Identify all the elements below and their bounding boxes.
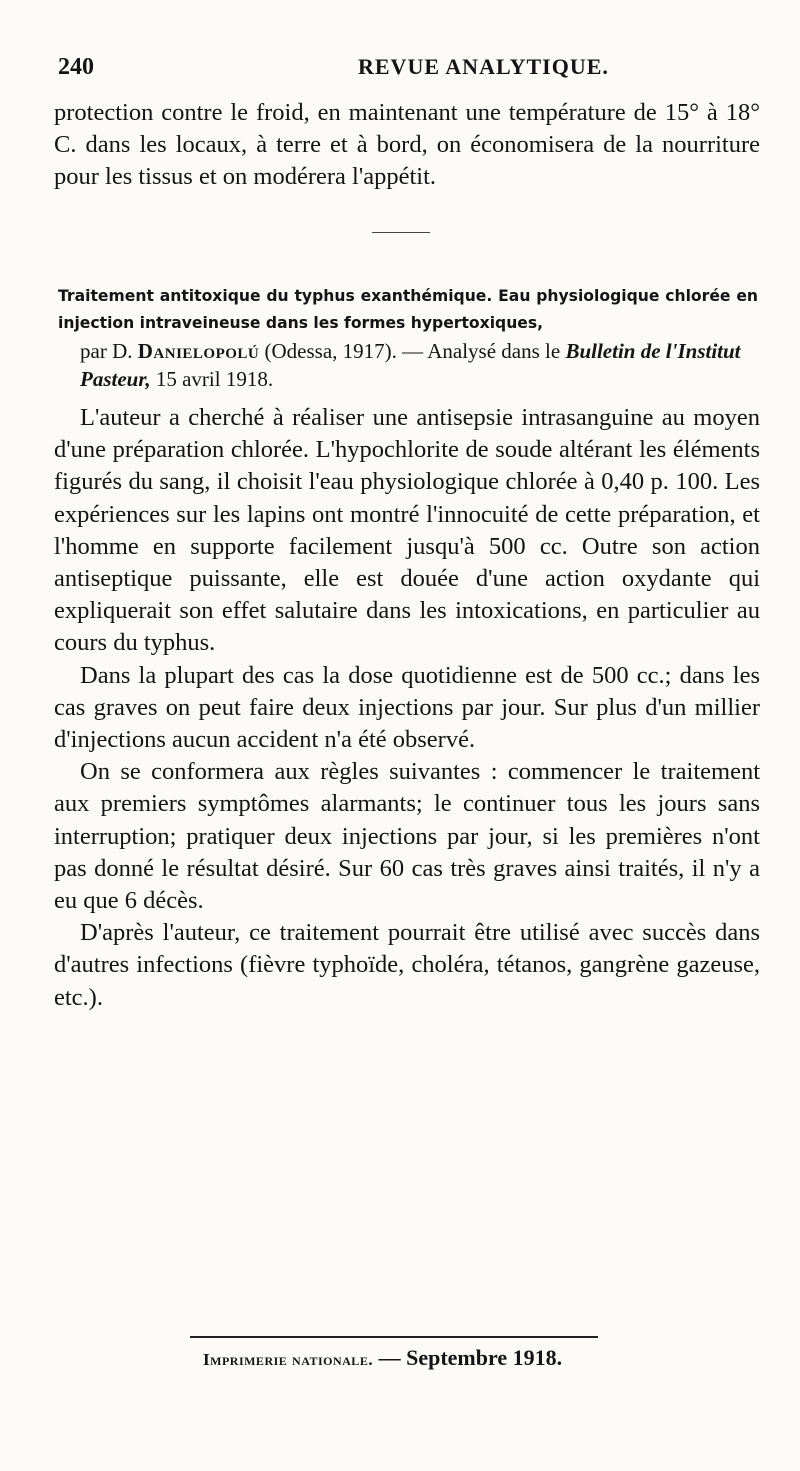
printer-name: Imprimerie nationale. (203, 1350, 374, 1369)
running-title: REVUE ANALYTIQUE. (358, 54, 609, 79)
intro-paragraph (54, 97, 760, 194)
page-number: 240 (58, 54, 94, 80)
page-header (58, 54, 758, 90)
journal-name: Bulletin de l'Institut Pasteur, (80, 339, 741, 391)
intro-text: protection contre le froid, en maintenant une température de 15° à 18° C. dans les locaux, à terre et à bord, on économisera de la nourriture pour les tissus et on modérera l'appétit. (54, 99, 760, 191)
footer-rule (190, 1336, 598, 1338)
article-body (54, 402, 760, 1014)
byline-middle: (Odessa, 1917). — Analysé dans le (264, 339, 561, 363)
article-title: Traitement antitoxique du typhus exanthémique. Eau physiologique chlorée en injection intraveineuse dans les formes hypertoxiques, (58, 287, 758, 332)
publication-date: 15 avril 1918. (155, 367, 274, 391)
byline-prefix: par D. (80, 339, 133, 363)
print-date: — Septembre 1918. (378, 1345, 563, 1370)
body-paragraph: On se conformera aux règles suivantes : commencer le traitement aux premiers symptômes alarmants; le continuer tous les jours sans interruption; pratiquer deux injections par jour, si les premières n'ont pas donné le résultat désiré. Sur 60 cas très graves ainsi traités, il n'y a eu que 6 décès. (54, 758, 760, 915)
author-name: Danielopolú (137, 339, 260, 363)
body-paragraph: D'après l'auteur, ce traitement pourrait être utilisé avec succès dans d'autres infections (fièvre typhoïde, choléra, tétanos, gangrène gazeuse, etc.). (54, 919, 760, 1011)
body-paragraph: Dans la plupart des cas la dose quotidienne est de 500 cc.; dans les cas graves on peut faire deux injections par jour. Sur plus d'un millier d'injections aucun accident n'a été observé. (54, 661, 760, 754)
article-heading (58, 283, 758, 337)
page-footer (203, 1345, 603, 1371)
body-paragraph: L'auteur a cherché à réaliser une antisepsie intrasanguine au moyen d'une préparation chlorée. L'hypochlorite de soude altérant les éléments figurés du sang, il choisit l'eau physiologique chlorée à 0,40 p. 100. Les expériences sur les lapins ont montré l'innocuité de cette préparation, et l'homme en supporte facilement jusqu'à 500 cc. Outre son action antiseptique puissante, elle est douée d'une action oxydante qui expliquerait son effet salutaire dans les intoxications, en particulier au cours du typhus. (54, 404, 760, 657)
section-separator (372, 232, 430, 233)
article-byline (80, 337, 760, 393)
